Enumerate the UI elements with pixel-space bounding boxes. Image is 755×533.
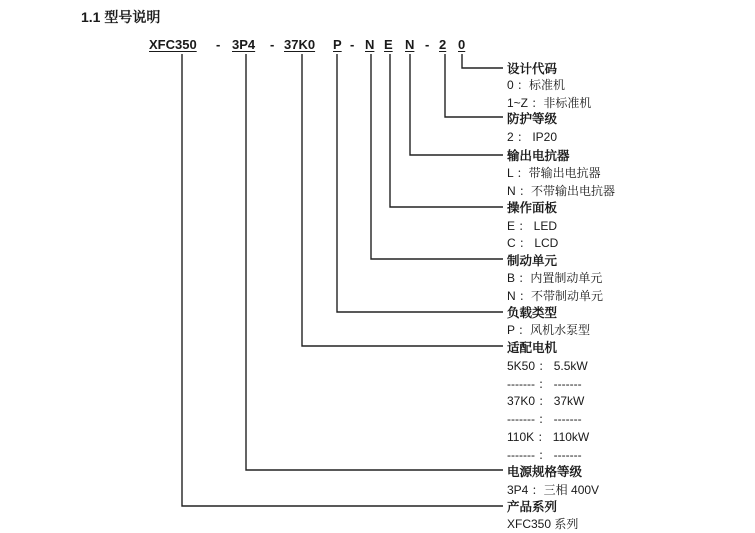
model-code-reactor: N: [405, 37, 415, 52]
protection-title: 防护等级: [507, 112, 558, 126]
model-code-series: XFC350: [149, 37, 197, 52]
model-code-separator: -: [216, 37, 221, 52]
model-code-voltage: 3P4: [232, 37, 256, 52]
model-code-panel: E: [384, 37, 393, 52]
connector-panel: [390, 54, 503, 207]
model-code-separator: -: [425, 37, 430, 52]
model-code-separator: -: [350, 37, 355, 52]
reactor-title: 输出电抗器: [507, 149, 570, 163]
motor-option: 110K ： 110kW: [507, 430, 590, 444]
motor-option: ------- ： -------: [507, 448, 582, 462]
section-heading: 1.1 型号说明: [81, 9, 161, 25]
design-code-title: 设计代码: [507, 62, 558, 76]
motor-title: 适配电机: [507, 341, 558, 355]
model-code-separator: -: [270, 37, 275, 52]
brake-option: B ：内置制动单元: [507, 271, 603, 285]
motor-option: ------- ： -------: [507, 412, 582, 426]
motor-option: ------- ： -------: [507, 377, 582, 391]
model-code-brake: N: [365, 37, 375, 52]
protection-option: 2 ： IP20: [507, 130, 558, 144]
load-type-option: P ：风机水泵型: [507, 323, 591, 337]
series-option: XFC350 系列: [507, 517, 579, 531]
connector-load: [337, 54, 503, 312]
model-code-motor: 37K0: [284, 37, 316, 52]
connector-protection: [445, 54, 503, 117]
connector-brake: [371, 54, 503, 259]
voltage-title: 电源规格等级: [507, 465, 583, 479]
reactor-option: N ：不带输出电抗器: [507, 184, 616, 198]
connector-motor: [302, 54, 503, 346]
design-code-option: 0 ：标准机: [507, 78, 566, 92]
design-code-option: 1~Z ：非标准机: [507, 96, 592, 110]
connector-design-code: [462, 54, 503, 68]
panel-option: C ： LCD: [507, 236, 559, 250]
reactor-option: L ：带输出电抗器: [507, 166, 601, 180]
model-code-design: 0: [458, 37, 466, 52]
brake-title: 制动单元: [507, 254, 558, 268]
model-code-protection: 2: [439, 37, 447, 52]
model-code-load: P: [333, 37, 342, 52]
motor-option: 37K0 ： 37kW: [507, 394, 585, 408]
load-type-title: 负载类型: [507, 306, 558, 320]
connector-reactor: [410, 54, 503, 155]
connector-series: [182, 54, 503, 506]
brake-option: N ：不带制动单元: [507, 289, 604, 303]
series-title: 产品系列: [507, 500, 558, 514]
voltage-option: 3P4 ：三相 400V: [507, 483, 600, 497]
panel-option: E ： LED: [507, 219, 558, 233]
motor-option: 5K50 ： 5.5kW: [507, 359, 588, 373]
panel-title: 操作面板: [507, 201, 558, 215]
